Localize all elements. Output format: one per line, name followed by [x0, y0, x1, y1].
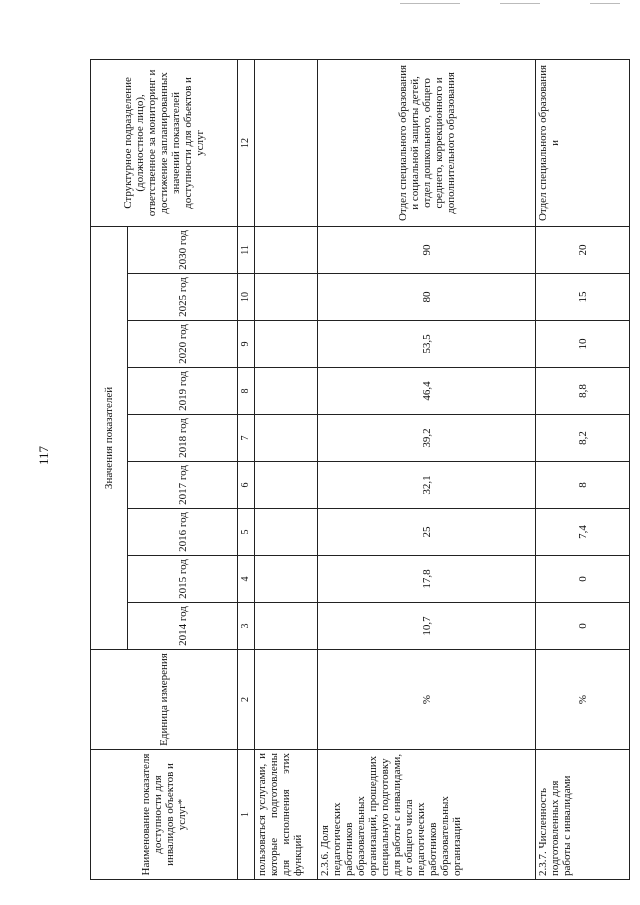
header-unit: Единица измерения — [91, 650, 238, 750]
page-number: 117 — [36, 445, 51, 465]
indicator-value: 20 — [536, 226, 630, 273]
indicator-name: 2.3.6. Доля педагогических работников образовательных организаций, прошедших специальную подготовку для работы с инвалидами, от общего числа педагогических работников образовательных организаций — [318, 750, 536, 880]
indicator-value: 25 — [318, 509, 536, 556]
indicator-value: 53,5 — [318, 321, 536, 368]
indicator-value: 0 — [536, 556, 630, 603]
indicator-name: 2.3.7. Численность подготовленных для работы с инвалидами — [536, 750, 630, 880]
indicator-value — [254, 415, 317, 462]
column-number: 12 — [237, 59, 254, 226]
indicator-value: 46,4 — [318, 368, 536, 415]
table-row — [536, 59, 630, 879]
column-number: 5 — [237, 509, 254, 556]
responsible-unit: Отдел специального образования и социальной защиты детей, отдел дошкольного, общего среднего, коррекционного и дополнительного образования — [318, 59, 536, 226]
indicator-value: 80 — [318, 274, 536, 321]
indicator-value — [254, 509, 317, 556]
header-year: 2017 год — [128, 462, 238, 509]
column-number: 11 — [237, 226, 254, 273]
header-values-group: Значения показателей — [91, 226, 128, 649]
table-row — [254, 59, 317, 879]
column-number: 6 — [237, 462, 254, 509]
indicator-value: 39,2 — [318, 415, 536, 462]
column-number: 3 — [237, 603, 254, 650]
table-row — [318, 59, 536, 879]
responsible-unit: Отдел специального образования и — [536, 59, 630, 226]
indicator-value: 8,8 — [536, 368, 630, 415]
indicator-value: 32,1 — [318, 462, 536, 509]
responsible-unit — [254, 59, 317, 226]
column-number: 9 — [237, 321, 254, 368]
indicator-value: 0 — [536, 603, 630, 650]
indicator-value — [254, 321, 317, 368]
indicator-value — [254, 368, 317, 415]
scan-mark-top-2 — [500, 3, 540, 4]
rotated-table-container — [90, 60, 630, 880]
indicator-value: 8 — [536, 462, 630, 509]
column-number: 10 — [237, 274, 254, 321]
indicator-value — [254, 226, 317, 273]
header-year: 2015 год — [128, 556, 238, 603]
indicator-value — [254, 603, 317, 650]
header-responsible: Структурное подразделение (должностное лицо), ответственное за мониторинг и достижение запланированных значений показателей доступности для объектов и услуг — [91, 59, 238, 226]
header-year: 2025 год — [128, 274, 238, 321]
indicator-name: пользоваться услугами, и которые подготовлены для исполнения этих функций — [254, 750, 317, 880]
column-number: 4 — [237, 556, 254, 603]
indicator-value: 8,2 — [536, 415, 630, 462]
column-number: 2 — [237, 650, 254, 750]
indicator-unit — [254, 650, 317, 750]
indicator-unit: % — [536, 650, 630, 750]
column-number-row — [237, 59, 254, 879]
column-number: 1 — [237, 750, 254, 880]
indicator-value — [254, 274, 317, 321]
indicator-value: 15 — [536, 274, 630, 321]
header-year: 2030 год — [128, 226, 238, 273]
indicator-value: 10,7 — [318, 603, 536, 650]
header-name: Наименование показателя доступности для инвалидов объектов и услуг* — [91, 750, 238, 880]
accessibility-indicators-table — [90, 59, 630, 880]
scan-mark-top-1 — [400, 3, 460, 4]
indicator-value: 17,8 — [318, 556, 536, 603]
indicator-value: 7,4 — [536, 509, 630, 556]
column-number: 8 — [237, 368, 254, 415]
header-year: 2016 год — [128, 509, 238, 556]
scan-mark-top-3 — [590, 3, 620, 4]
indicator-value — [254, 462, 317, 509]
indicator-value: 10 — [536, 321, 630, 368]
header-year: 2020 год — [128, 321, 238, 368]
indicator-unit: % — [318, 650, 536, 750]
header-year: 2018 год — [128, 415, 238, 462]
column-number: 7 — [237, 415, 254, 462]
header-year: 2019 год — [128, 368, 238, 415]
indicator-value — [254, 556, 317, 603]
header-year: 2014 год — [128, 603, 238, 650]
indicator-value: 90 — [318, 226, 536, 273]
header-row-group — [91, 59, 128, 879]
